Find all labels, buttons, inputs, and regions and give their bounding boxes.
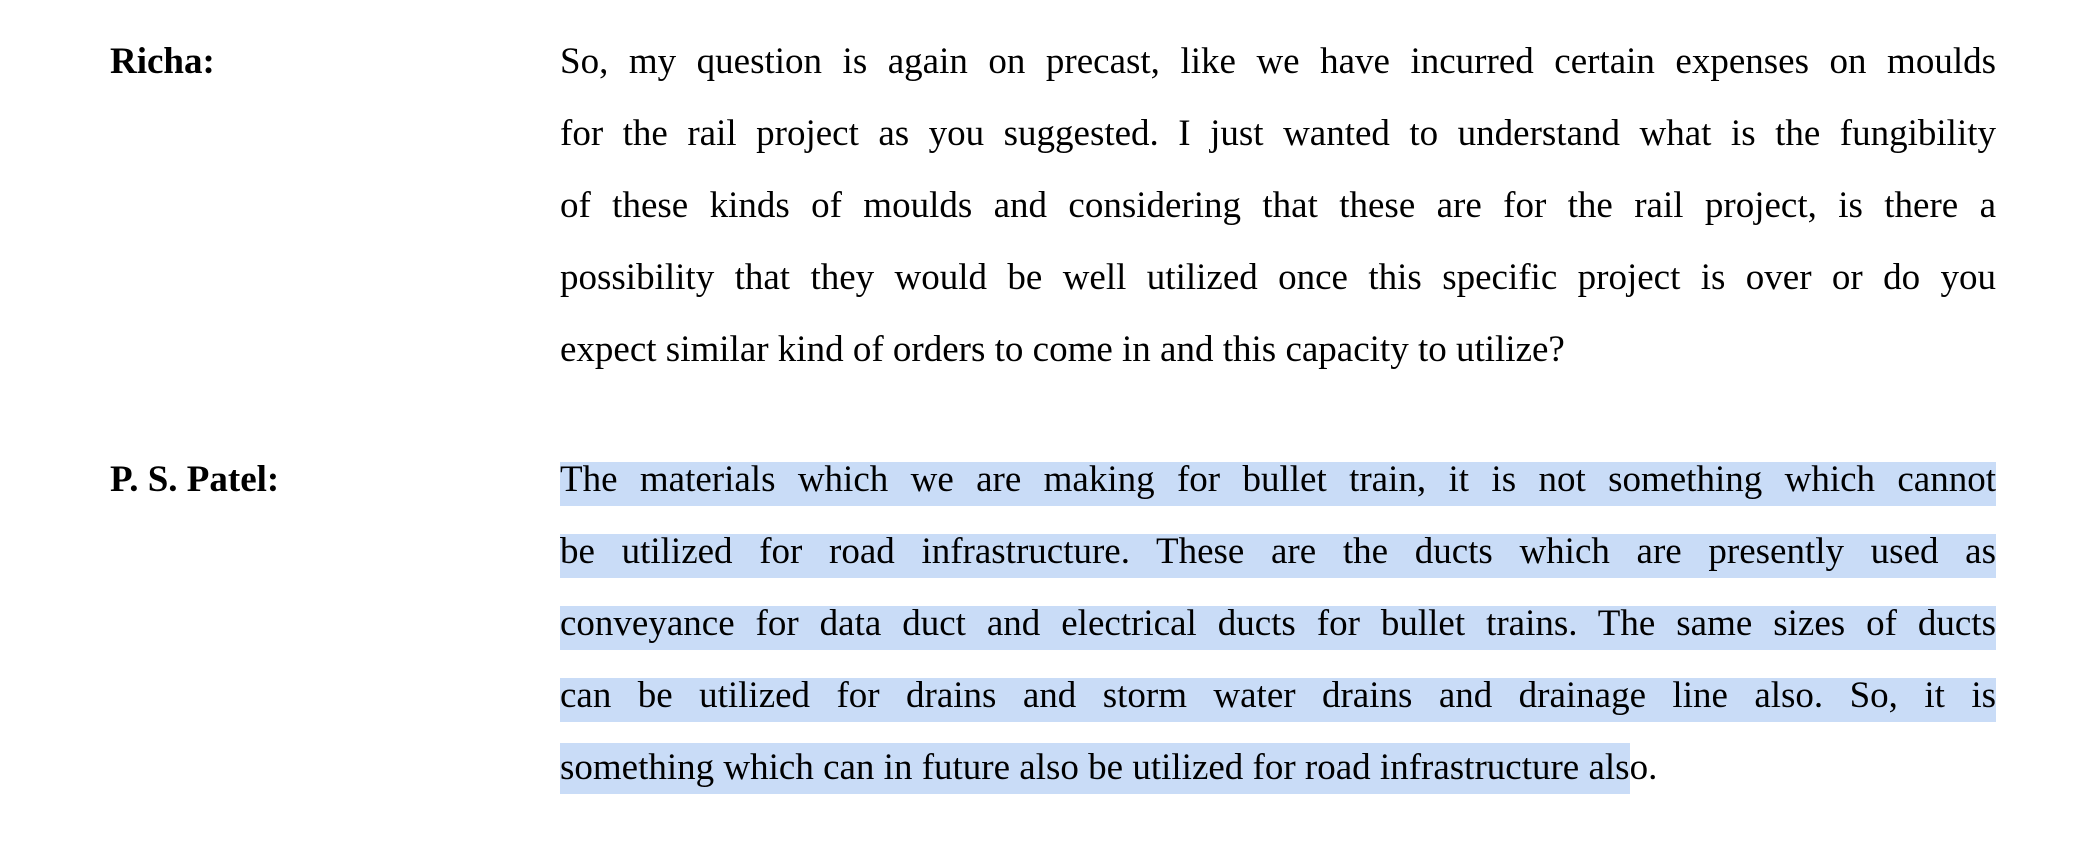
text-line: of these kinds of moulds and considering that these are for the rail project, is there a: [560, 185, 1996, 226]
text-line: possibility that they would be well utilized once this specific project is over or do you: [560, 257, 1996, 298]
highlighted-text: something which can in future also be utilized for road infrastructure als: [560, 743, 1630, 794]
text-line-partial-highlight: [560, 732, 1996, 804]
speaker-name: P. S. Patel:: [110, 459, 280, 500]
text-line: can be utilized for drains and storm water drains and drainage line also. So, it is: [560, 675, 1996, 716]
text-line: be utilized for road infrastructure. These are the ducts which are presently used as: [560, 531, 1996, 572]
text-line: for the rail project as you suggested. I just wanted to understand what is the fungibility: [560, 113, 1996, 154]
text-line-highlighted: [560, 588, 1996, 660]
text-line: expect similar kind of orders to come in and this capacity to utilize?: [560, 329, 1565, 370]
speaker-name: Richa:: [110, 41, 215, 82]
text-line: So, my question is again on precast, like we have incurred certain expenses on moulds: [560, 41, 1996, 82]
text-line-highlighted: [560, 516, 1996, 588]
text-line: conveyance for data duct and electrical ducts for bullet trains. The same sizes of ducts: [560, 603, 1996, 644]
speech-text-selected[interactable]: [560, 444, 1996, 804]
text-line: The materials which we are making for bullet train, it is not something which cannot: [560, 459, 1996, 500]
unhighlighted-text: o.: [1629, 747, 1658, 788]
text-line-highlighted: [560, 444, 1996, 516]
text-line-highlighted: [560, 660, 1996, 732]
speech-text[interactable]: [560, 26, 1996, 386]
